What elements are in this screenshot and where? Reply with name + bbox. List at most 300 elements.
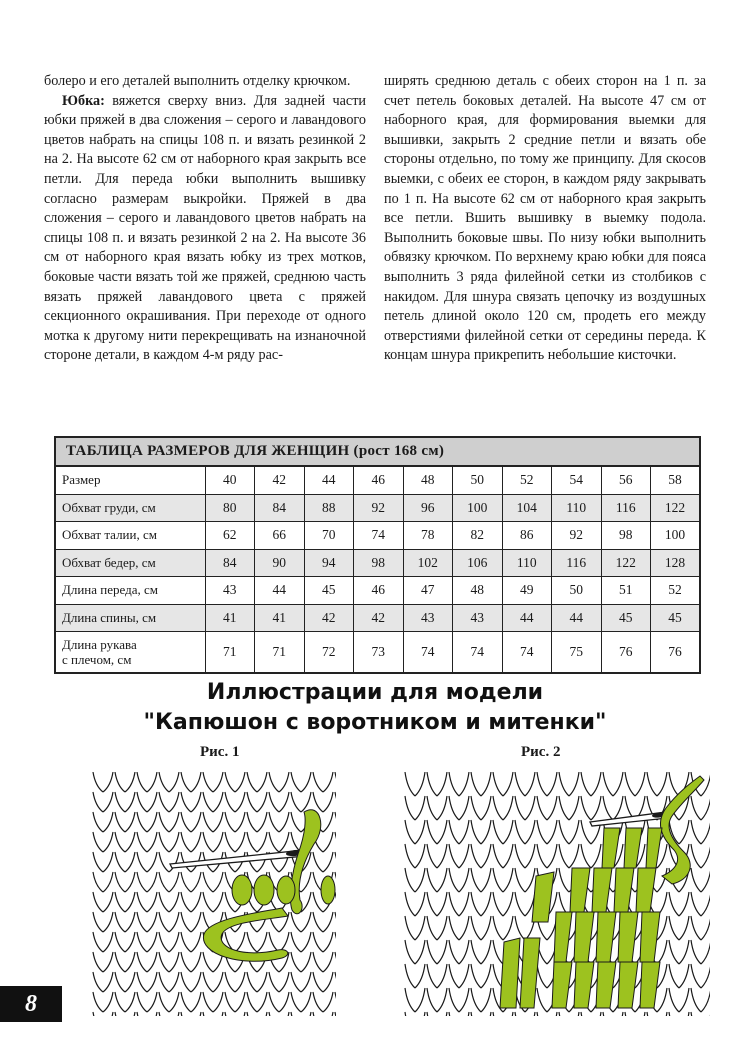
stitch-loop [603,772,613,796]
stitch-loop [225,1012,235,1016]
stitch-loop [515,844,525,868]
stitch-loop [93,952,103,972]
stitch-loop [481,868,491,892]
paragraph-skirt [44,92,366,366]
table-row [55,466,700,494]
stitch-loop [313,1012,323,1016]
stitch-loop [159,792,169,812]
stitch-loop [471,916,481,940]
table-cell: 82 [453,522,503,550]
stitch-loop [213,772,223,792]
stitch-loop [247,932,257,952]
stitch-loop [159,852,169,872]
stitch-loop [191,792,201,812]
stitch-loop [225,812,235,832]
stitch-loop [147,832,157,852]
stitch-loop [471,892,481,916]
stitch-loop [159,912,169,932]
stitch-loop [115,772,125,792]
table-cell: 51 [601,577,651,605]
stitch-loop [679,1012,689,1016]
table-cell: 44 [255,577,305,605]
stitch-loop [481,772,491,796]
stitch-loop [459,868,469,892]
stitch-loop [537,1012,547,1016]
stitch-loop [269,812,279,832]
stitch-loop [169,792,179,812]
page-number: 8 [0,986,62,1022]
stitch-loop [503,772,513,796]
stitch-loop [559,820,569,844]
table-cell: 100 [453,494,503,522]
stitch-loop [427,940,437,964]
stitch-loop [471,820,481,844]
table-cell: 86 [502,522,552,550]
stitch-loop [581,844,591,868]
stitch-loop [481,892,491,916]
table-cell: 58 [651,466,701,494]
table-row [55,632,700,674]
stitch-loop [427,796,437,820]
stitch-loop [93,832,103,852]
stitch-loop [547,796,557,820]
stitch-loop [459,796,469,820]
stitch-loop [257,792,267,812]
stitch-loop [323,932,333,952]
stitch-loop [115,912,125,932]
stitch-loop [471,772,481,796]
stitch-loop [115,792,125,812]
stitch-loop [103,932,113,952]
stitch-loop [291,912,301,932]
stitch-loop [691,1012,701,1016]
table-cell: 76 [651,632,701,674]
stitch-loop [125,792,135,812]
stitch-loop [335,932,336,952]
table-cell: 50 [453,466,503,494]
stitch-loop [203,972,213,992]
stitch-loop [235,932,245,952]
stitch-loop [269,792,279,812]
stitch-loop [449,892,459,916]
stitch-loop [301,952,311,972]
stitch-loop [459,988,469,1012]
table-cell: 74 [502,632,552,674]
stitch-loop [301,892,311,912]
stitch-loop [313,912,323,932]
stitch-loop [481,796,491,820]
stitch-loop [613,796,623,820]
stitch-loop [147,972,157,992]
stitch-loop [537,772,547,796]
stitch-loop [169,832,179,852]
stitch-loop [115,932,125,952]
stitch-loop [313,772,323,792]
stitch-loop [313,852,323,872]
stitch-loop [257,992,267,1012]
stitch-loop [415,964,425,988]
row-label: Длина спины, см [55,604,205,632]
stitch-loop [103,792,113,812]
table-cell: 44 [552,604,602,632]
stitch-loop [93,892,103,912]
stitch-loop [547,772,557,796]
stitch-loop [323,852,333,872]
stitch-loop [427,964,437,988]
stitch-loop [247,772,257,792]
stitch-loop [525,1012,535,1016]
stitch-loop [137,932,147,952]
stitch-loop [93,852,103,872]
stitch-loop [427,916,437,940]
stitch-loop [415,796,425,820]
stitch-loop [137,952,147,972]
table-cell: 45 [304,577,354,605]
stitch-loop [323,832,333,852]
stitch-loop [115,952,125,972]
stitch-loop [103,852,113,872]
stitch-loop [701,772,710,796]
stitch-loop [301,912,311,932]
stitch-loop [147,812,157,832]
stitch-loop [137,812,147,832]
figure-1-knitting-illustration [92,772,336,1016]
stitch-loop [247,972,257,992]
stitch-loop [181,792,191,812]
stitch-loop [459,940,469,964]
stitch-loop [657,1012,667,1016]
table-row [55,522,700,550]
stitch-loop [169,1012,179,1016]
stitch-loop [181,892,191,912]
stitch-loop [301,872,311,892]
stitch-loop [657,772,667,796]
table-cell: 78 [403,522,453,550]
stitch-loop [181,772,191,792]
stitch-loop [459,1012,469,1016]
stitch-loop [147,792,157,812]
stitch-loop [437,1012,447,1016]
table-cell: 41 [205,604,255,632]
stitch-loop [335,912,336,932]
table-cell: 72 [304,632,354,674]
table-cell: 71 [205,632,255,674]
table-cell: 42 [354,604,404,632]
stitch-loop [503,868,513,892]
stitch-loop [691,988,701,1012]
left-text-column [44,72,366,366]
stitch-loop [459,844,469,868]
row-label-line1: Длина рукава [62,637,137,652]
stitch-loop [701,1012,710,1016]
stitch-loop [503,844,513,868]
stitch-loop [269,932,279,952]
stitch-loop [581,796,591,820]
stitch-loop [701,892,710,916]
stitch-loop [449,988,459,1012]
stitch-loop [115,1012,125,1016]
stitch-loop [427,844,437,868]
stitch-loop [569,820,579,844]
stitch-loop [437,964,447,988]
stitch-loop [493,892,503,916]
stitch-loop [591,1012,601,1016]
table-cell: 48 [403,466,453,494]
stitch-loop [191,952,201,972]
stitch-loop [125,812,135,832]
stitch-loop [301,772,311,792]
stitch-loop [93,972,103,992]
stitch-loop [471,844,481,868]
stitch-loop [323,912,333,932]
stitch-loop [701,796,710,820]
stitch-loop [313,932,323,952]
stitch-loop [625,1012,635,1016]
row-label [55,632,205,674]
illustrations-heading-line2: "Капюшон с воротником и митенки" [143,710,607,735]
stitch-loop [427,868,437,892]
stitch-loop [415,868,425,892]
stitch-loop [203,952,213,972]
stitch-loop [125,952,135,972]
stitch-loop [235,792,245,812]
stitch-loop [591,772,601,796]
stitch-loop [679,892,689,916]
stitch-loop [191,872,201,892]
stitch-loop [203,772,213,792]
stitch-loop [159,932,169,952]
stitch-loop [159,992,169,1012]
skirt-heading: Юбка: [62,92,105,109]
stitch-loop [525,772,535,796]
stitch-loop [137,792,147,812]
stitch-loop [191,772,201,792]
stitch-loop [279,812,289,832]
table-cell: 74 [403,632,453,674]
size-table-title: ТАБЛИЦА РАЗМЕРОВ ДЛЯ ЖЕНЩИН (рост 168 см) [55,437,700,466]
stitch-loop [125,932,135,952]
stitch-loop [459,916,469,940]
stitch-loop [437,940,447,964]
stitch-loop [515,868,525,892]
stitch-loop [93,932,103,952]
stitch-loop [323,792,333,812]
stitch-loop [335,992,336,1012]
figure-1-caption: Рис. 1 [200,744,240,760]
stitch-loop [301,1012,311,1016]
table-cell: 62 [205,522,255,550]
stitch-loop [125,992,135,1012]
table-row [55,494,700,522]
stitch-loop [181,912,191,932]
stitch-loop [169,932,179,952]
stitch-loop [301,792,311,812]
stitch-loop [335,772,336,792]
table-row [55,577,700,605]
stitch-loop [405,892,415,916]
stitch-loop [235,992,245,1012]
stitch-loop [515,772,525,796]
table-cell: 88 [304,494,354,522]
table-cell: 71 [255,632,305,674]
stitch-loop [415,916,425,940]
stitch-loop [415,940,425,964]
stitch-loop [701,916,710,940]
stitch-loop [125,852,135,872]
stitch-loop [291,812,301,832]
table-cell: 66 [255,522,305,550]
stitch-loop [481,940,491,964]
stitch-loop [515,892,525,916]
stitch-loop [159,1012,169,1016]
stitch-loop [191,1012,201,1016]
stitch-loop [559,1012,569,1016]
stitch-loop [291,1012,301,1016]
table-cell: 110 [552,494,602,522]
stitch-loop [125,972,135,992]
stitch-loop [657,988,667,1012]
stitch-loop [459,892,469,916]
stitch-loop [515,796,525,820]
stitch-loop [213,972,223,992]
stitch-loop [203,812,213,832]
stitch-loop [613,1012,623,1016]
stitch-loop [559,868,569,892]
stitch-loop [405,1012,415,1016]
stitch-loop [103,972,113,992]
stitch-loop [405,772,415,796]
illustrations-heading [0,678,750,738]
table-cell: 40 [205,466,255,494]
stitch-loop [191,912,201,932]
table-cell: 84 [255,494,305,522]
stitch-loop [471,796,481,820]
stitch-loop [449,844,459,868]
table-cell: 106 [453,549,503,577]
stitch-loop [257,812,267,832]
stitch-loop [471,940,481,964]
stitch-loop [269,772,279,792]
table-cell: 96 [403,494,453,522]
stitch-loop [247,1012,257,1016]
stitch-loop [493,844,503,868]
stitch-loop [213,812,223,832]
stitch-loop [437,820,447,844]
stitch-loop [449,964,459,988]
stitch-loop [301,932,311,952]
stitch-loop [103,952,113,972]
stitch-loop [191,932,201,952]
stitch-loop [181,832,191,852]
stitch-loop [291,992,301,1012]
stitch-loop [613,772,623,796]
stitch-loop [437,916,447,940]
stitch-loop [415,772,425,796]
stitch-loop [449,916,459,940]
stitch-loop [269,1012,279,1016]
stitch-loop [203,792,213,812]
stitch-loop [437,844,447,868]
illustrations-heading-line1: Иллюстрации для модели [206,680,544,705]
stitch-loop [137,872,147,892]
table-cell: 45 [651,604,701,632]
stitch-loop [415,892,425,916]
table-cell: 110 [502,549,552,577]
stitch-loop [569,772,579,796]
stitch-loop [547,1012,557,1016]
stitch-loop [701,964,710,988]
stitch-loop [559,796,569,820]
stitch-loop [481,1012,491,1016]
stitch-loop [503,796,513,820]
stitch-loop [669,940,679,964]
stitch-loop [471,1012,481,1016]
stitch-loop [301,992,311,1012]
table-cell: 70 [304,522,354,550]
stitch-loop [279,772,289,792]
stitch-loop [103,892,113,912]
figure-2-knitting-illustration [404,772,710,1016]
stitch-loop [405,964,415,988]
stitch-loop [691,820,701,844]
stitch-loop [657,940,667,964]
table-cell: 80 [205,494,255,522]
table-cell: 74 [453,632,503,674]
stitch-loop [93,912,103,932]
stitch-loop [191,992,201,1012]
stitch-loop [669,892,679,916]
stitch-loop [159,872,169,892]
stitch-loop [449,772,459,796]
stitch-loop [701,868,710,892]
stitch-loop [147,992,157,1012]
table-cell: 49 [502,577,552,605]
stitch-loop [213,1012,223,1016]
table-cell: 98 [601,522,651,550]
stitch-loop [93,992,103,1012]
stitch-loop [147,912,157,932]
stitch-loop [269,832,279,852]
row-label: Размер [55,466,205,494]
stitch-loop [625,772,635,796]
stitch-loop [669,916,679,940]
stitch-loop [203,872,213,892]
stitch-loop [137,832,147,852]
stitch-loop [213,872,223,892]
stitch-loop [481,988,491,1012]
stitch-loop [547,820,557,844]
stitch-loop [137,972,147,992]
stitch-loop [203,892,213,912]
stitch-loop [147,1012,157,1016]
stitch-loop [257,932,267,952]
stitch-loop [335,1012,336,1016]
stitch-loop [115,872,125,892]
stitch-loop [125,912,135,932]
stitch-loop [279,992,289,1012]
stitch-loop [481,964,491,988]
stitch-loop [247,832,257,852]
stitch-loop [137,852,147,872]
stitch-loop [203,832,213,852]
stitch-loop [103,912,113,932]
table-cell: 42 [255,466,305,494]
table-row [55,604,700,632]
stitch-loop [169,992,179,1012]
size-table [54,436,699,674]
stitch-loop [115,972,125,992]
stitch-loop [169,972,179,992]
